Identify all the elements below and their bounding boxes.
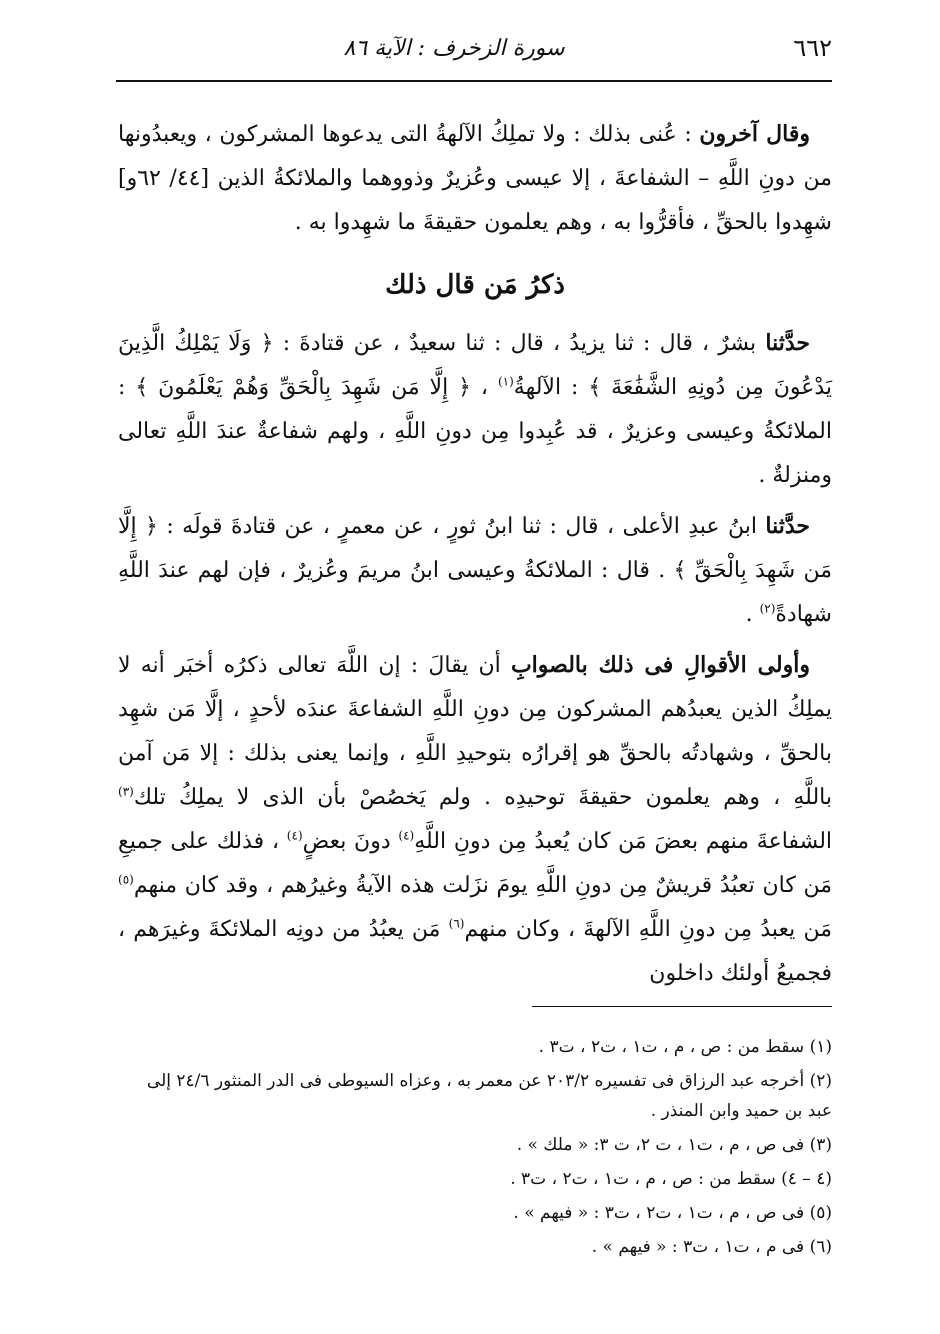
main-text	[118, 112, 832, 1002]
paragraph-4	[118, 643, 832, 996]
paragraph-text: أن يقالَ : إن اللَّهَ تعالى ذكرُه أخبَر أنه لا يملِكُ الذين يعبدُهم المشركون مِن دونِ اللَّهِ الشفاعةَ عندَه لأحدٍ ، إلَّا مَن شهِد بالحقِّ ، وشهادتُه بالحقِّ هو إقرارُه بتوحيدِ اللَّهِ ، وإنما يعنى بذلك : إلا مَن آمن باللَّهِ ، وهم يعلمون حقيقةَ توحيدِه . ولم يَخصُصْ بأن الذى لا يملِكُ تلك	[118, 653, 832, 810]
footnotes	[118, 1032, 832, 1266]
paragraph-text: ،	[480, 375, 489, 400]
paragraph-text: : الملائكةُ وعيسى وعزيرٌ ، قد عُبِدوا مِن دونِ اللَّهِ ، ولهم شفاعةٌ عندَ اللَّهِ تعالى ومنزلةٌ .	[118, 375, 832, 488]
footnote-2: (٢) أخرجه عبد الرزاق فى تفسيره ٢٠٣/٢ عن معمر به ، وعزاه السيوطى فى الدر المنثور ٢٤/٦ إلى عبد بن حميد وابن المنذر .	[146, 1071, 832, 1121]
paragraph-text: ، فذلك على جميعِ مَن كان تعبُدُ قريشٌ مِن دونِ اللَّهِ يومَ نزَلت هذه الآيةُ وغيرُهم ، وقد كان منهم	[118, 829, 832, 898]
paragraph-text: .	[745, 602, 753, 627]
footnote-rule	[532, 1006, 832, 1007]
footnote-6: (٦) فى م ، ت١ ، ت٣ : « فيهم » .	[591, 1237, 832, 1257]
section-heading: ذكرُ مَن قال ذلك	[385, 270, 565, 300]
paragraph-lead: وأولى الأقوالِ فى ذلك بالصوابِ	[510, 652, 810, 678]
paragraph-text: دونَ بعضٍ	[302, 829, 391, 854]
footnote-marker: (٥)	[118, 872, 134, 887]
paragraph-1	[118, 112, 832, 245]
paragraph-3	[118, 504, 832, 637]
paragraph-text: : عُنى بذلك : ولا تملِكُ الآلهةُ التى يدعوها المشركون ، ويعبدُونها من دونِ اللَّهِ – الشفاعةَ ، إلا عيسى وعُزيرٌ وذووهما والملائكةُ الذين [٤٤/ ٦٢و] شهِدوا بالحقِّ ، فأقرُّوا به ، وهم يعلمون حقيقةَ ما شهِدوا به .	[118, 122, 832, 235]
quran-verse: ﴿ إِلَّا مَن شَهِدَ بِالْحَقِّ وَهُمْ يَعْلَمُونَ ﴾	[135, 375, 471, 400]
paragraph-text: الشفاعةَ منهم بعضَ مَن كان يُعبدُ مِن دونِ اللَّهِ	[414, 829, 833, 854]
paragraph-lead: حدَّثنا	[765, 513, 810, 539]
footnote-4: (٤ – ٤) سقط من : ص ، م ، ت١ ، ت٢ ، ت٣ .	[510, 1169, 832, 1189]
paragraph-text: مَن يعبدُ مِن دونِ اللَّهِ الآلهةَ ، وكان منهم	[464, 917, 832, 942]
paragraph-text: بشرٌ ، قال : ثنا يزيدُ ، قال : ثنا سعيدٌ ، عن قتادةَ :	[282, 331, 757, 356]
page-header	[116, 30, 832, 76]
paragraph-text: ابنُ عبدِ الأعلى ، قال : ثنا ابنُ ثورٍ ، عن معمرٍ ، عن قتادةَ قولَه :	[166, 514, 757, 539]
running-title: سورة الزخرف : الآية ٨٦	[343, 36, 565, 61]
footnote-3: (٣) فى ص ، م ، ت١ ، ت ٢، ت ٣: « ملك » .	[516, 1135, 832, 1155]
footnote-1: (١) سقط من : ص ، م ، ت١ ، ت٢ ، ت٣ .	[538, 1037, 832, 1057]
footnote-marker: (٢)	[759, 601, 776, 616]
paragraph-text: . قال : الملائكةُ وعيسى ابنُ مريمَ وعُزيرٌ ، فإن لهم عندَ اللَّهِ شهادةً	[118, 558, 832, 627]
footnote-marker: (٣)	[118, 784, 134, 799]
footnote-marker: (٤)	[286, 828, 303, 843]
quran-verse: ﴿ وَلَا يَمْلِكُ الَّذِينَ يَدْعُونَ مِن دُونِهِ الشَّفَٰعَةَ ﴾	[118, 331, 833, 400]
paragraph-lead: حدَّثنا	[765, 330, 810, 356]
footnote-5: (٥) فى ص ، م ، ت١ ، ت٢ ، ت٣ : « فيهم » .	[513, 1203, 832, 1223]
paragraph-2	[118, 321, 832, 498]
paragraph-text: : الآلهةُ	[513, 375, 579, 400]
page-number: ٦٦٢	[793, 34, 832, 62]
quran-verse: ﴿ إِلَّا مَن شَهِدَ بِالْحَقِّ ﴾	[118, 514, 832, 583]
footnote-marker: (٤)	[398, 828, 415, 843]
paragraph-lead: وقال آخرون	[699, 121, 810, 147]
paragraph-text: مَن يعبُدُ من دونِه الملائكةَ وغيرَهم ، فجميعُ أولئك داخلون	[118, 917, 832, 986]
footnote-marker: (٦)	[448, 916, 465, 931]
footnote-marker: (١)	[497, 374, 514, 389]
header-rule	[116, 80, 832, 82]
